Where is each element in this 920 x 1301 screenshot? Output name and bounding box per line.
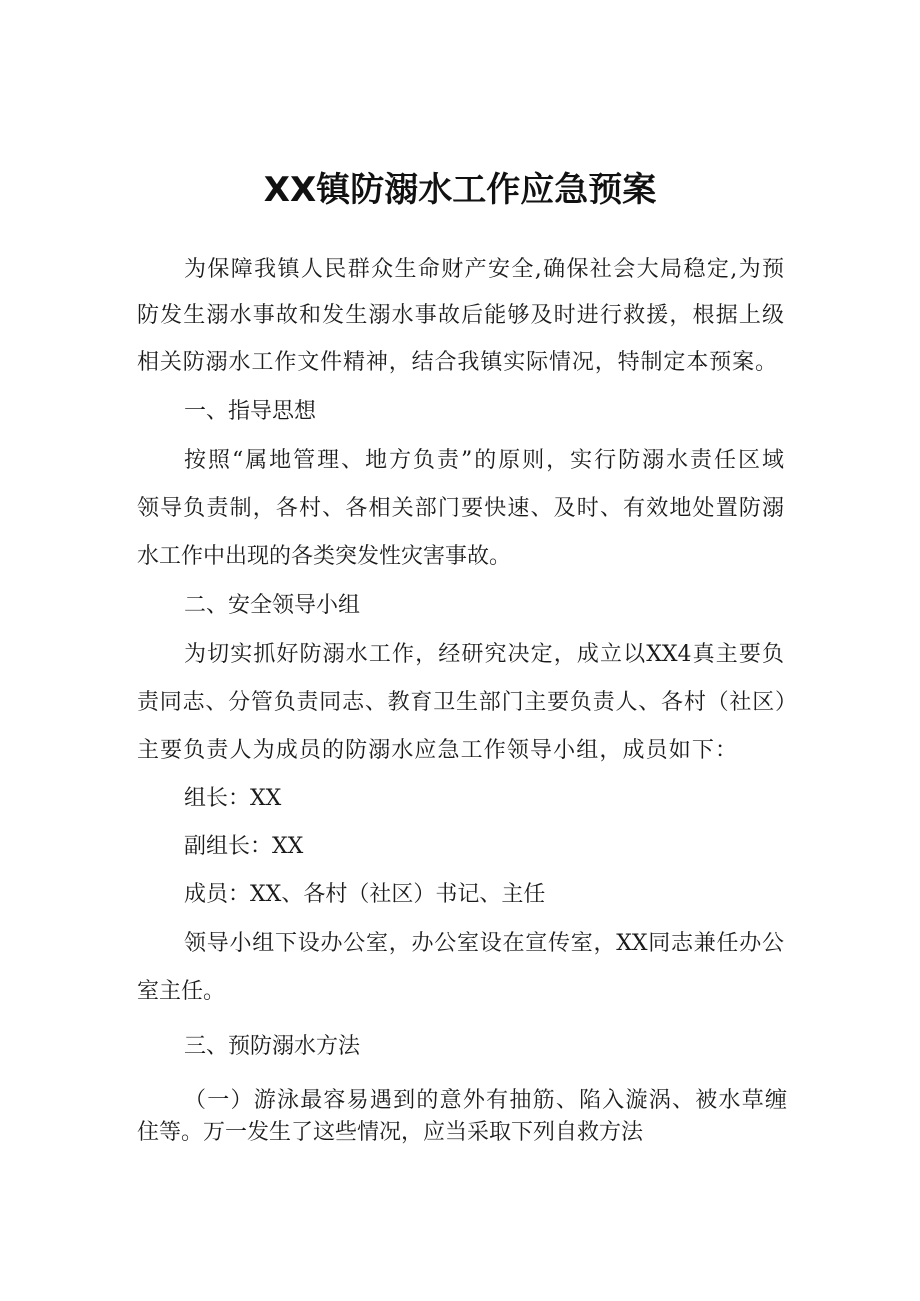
paragraph-line: 责同志、分管负责同志、教育卫生部门主要负责人、各村（社区） [137,690,797,715]
document-title: XX镇防溺水工作应急预案 [263,170,657,210]
paragraph-line: 相关防溺水工作文件精神，结合我镇实际情况，特制定本预案。 [137,350,777,375]
paragraph-line: 为保障我镇人民群众生命财产安全,确保社会大局稳定,为预 [184,257,784,282]
paragraph-line: 水工作中出现的各类突发性灾害事故。 [137,544,512,569]
paragraph-line: 成员：XX、各村（社区）书记、主任 [184,882,546,907]
paragraph-line: 防发生溺水事故和发生溺水事故后能够及时进行救援，根据上级 [137,303,784,328]
paragraph-line: 领导小组下设办公室，办公室设在宣传室，XX同志兼任办公 [184,931,784,956]
paragraph-line: 副组长：XX [184,834,304,859]
paragraph-line: （一）游泳最容易遇到的意外有抽筋、陷入漩涡、被水草缠 [184,1088,787,1113]
paragraph-line: 组长：XX [184,786,282,811]
section-heading: 一、指导思想 [184,399,317,424]
section-heading: 三、预防溺水方法 [184,1034,361,1059]
paragraph-line: 主要负责人为成员的防溺水应急工作领导小组，成员如下： [137,738,737,763]
paragraph-line: 住等。万一发生了这些情况，应当采取下列自救方法 [137,1120,644,1145]
paragraph-line: 领导负责制，各村、各相关部门要快速、及时、有效地处置防溺 [137,496,784,521]
section-heading: 二、安全领导小组 [184,593,361,618]
paragraph-line: 室主任。 [137,979,226,1004]
paragraph-line: 为切实抓好防溺水工作，经研究决定，成立以XX4真主要负 [184,642,784,667]
paragraph-line: 按照“属地管理、地方负责”的原则，实行防溺水责任区域 [184,448,784,473]
